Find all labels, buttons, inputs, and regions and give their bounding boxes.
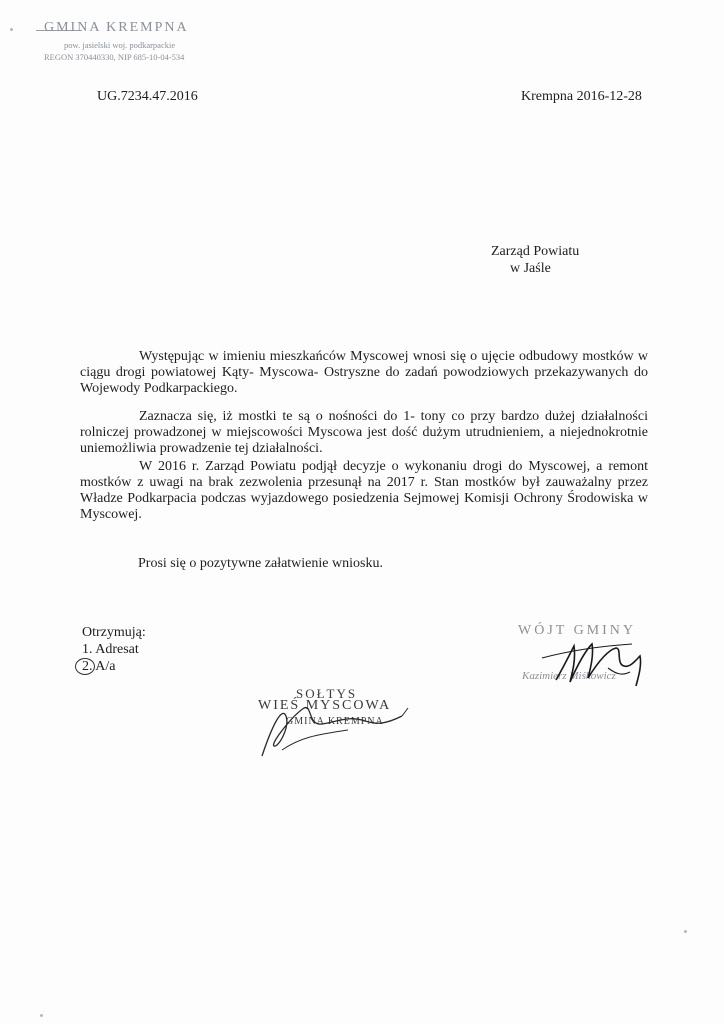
addressee-line-2: w Jaśle (510, 261, 551, 276)
soltys-stamp (252, 686, 422, 776)
letterhead-title: GMINA KREMPNA (44, 20, 189, 35)
addressee-line-1: Zarząd Powiatu (491, 244, 580, 259)
body-paragraph-2-block (80, 409, 648, 457)
recipients-block (82, 624, 146, 675)
body-paragraph-3-block (80, 459, 648, 523)
scan-speck (10, 28, 13, 31)
body-paragraph-3: W 2016 r. Zarząd Powiatu podjął decyzje o wykonaniu drogi do Myscowej, a remont mostków z uwagi na brak zezwolenia przesunął na 2017 r. Stan mostków był zauważalny przez Władze Podkarpacia podczas wyjazdowego posiedzenia Sejmowej Komisji Ochrony Środowiska w Myscowej. (80, 459, 648, 522)
wojt-signature (512, 620, 672, 700)
wojt-stamp (512, 620, 672, 700)
place-date: Krempna 2016-12-28 (521, 89, 642, 104)
reference-number: UG.7234.47.2016 (97, 89, 198, 104)
soltys-signature (252, 686, 422, 776)
letterhead-regon: REGON 370440330, NIP 685-10-04-534 (44, 52, 185, 62)
recipient-item: 1. Adresat (82, 642, 139, 657)
soltys-stamp-title: SOŁTYS (296, 686, 358, 701)
body-paragraph-1-block (80, 349, 648, 397)
body-paragraph-2: Zaznacza się, iż mostki te są o nośności do 1- tony co przy bardzo dużej działalności rolniczej prowadzonej w miejscowości Myscowa jest dość dużym utrudnieniem, a niejednokrotnie uniemożliwia prowadzenie tej działalności. (80, 409, 648, 456)
letterhead-subtitle: pow. jasielski woj. podkarpackie (64, 40, 176, 50)
soltys-stamp-place: WIEŚ MYSCOWA (258, 698, 392, 713)
handwritten-circle-mark (75, 658, 95, 675)
recipient-item: 2. A/a (82, 659, 116, 674)
recipients-heading: Otrzymują: (82, 625, 146, 640)
closing-sentence: Prosi się o pozytywne załatwienie wniosku. (138, 556, 383, 571)
body-paragraph-1: Występując w imieniu mieszkańców Myscowej wnosi się o ujęcie odbudowy mostków w ciągu drogi powiatowej Kąty- Myscowa- Ostryszne do zadań powodziowych przekazywanych do Wojewody Podkarpackiego. (80, 349, 648, 396)
soltys-stamp-gmina: GMINA KREMPNA (286, 716, 384, 727)
scan-speck (684, 930, 687, 933)
scan-speck (40, 1014, 43, 1017)
wojt-stamp-title: WÓJT GMINY (518, 623, 637, 638)
wojt-stamp-name: Kazimierz Miśkowicz (522, 670, 616, 682)
